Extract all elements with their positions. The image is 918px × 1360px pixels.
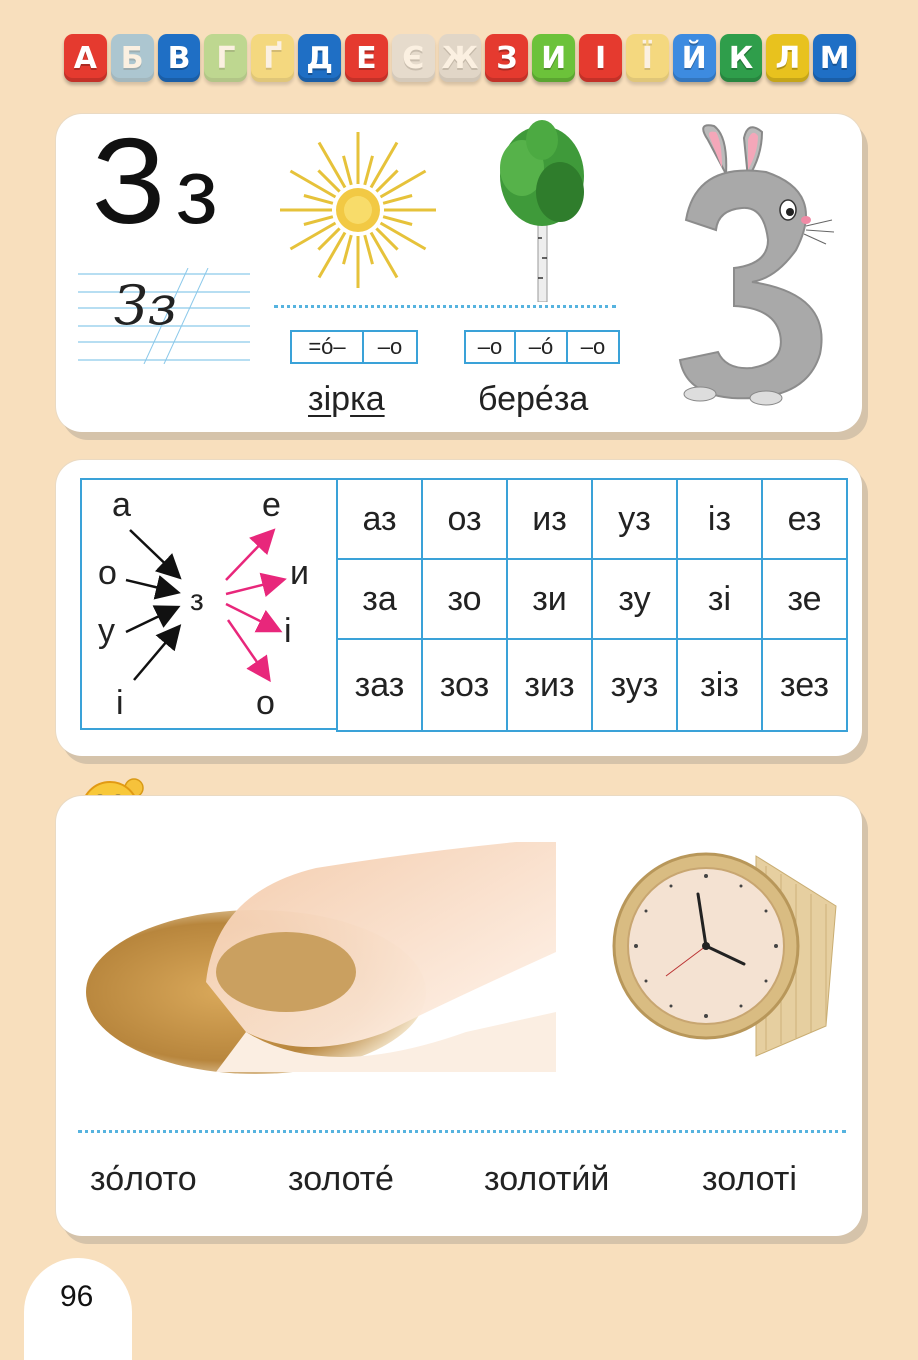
- dotted-line: [274, 305, 616, 308]
- word-zirka: [308, 380, 385, 419]
- alphabet-tile: В: [158, 34, 201, 82]
- page-number: 96: [60, 1280, 94, 1313]
- syllable-cell: зе: [762, 559, 847, 639]
- hands-with-grain-picture: [86, 832, 556, 1082]
- syllable-cell: ез: [762, 479, 847, 559]
- alphabet-tile: А: [64, 34, 107, 82]
- word-scheme-zirka: [290, 330, 418, 364]
- syllable-cell: зу: [592, 559, 677, 639]
- alphabet-tile: Є: [392, 34, 435, 82]
- arrows-from-z: [226, 532, 282, 678]
- vowel-i: і: [284, 612, 292, 650]
- word-syllable: зі: [308, 380, 332, 418]
- vowel-e: е: [262, 486, 281, 524]
- vowel-i: і: [116, 684, 124, 722]
- syllable-cell: зоз: [422, 639, 507, 731]
- syllable-cell: зі: [677, 559, 762, 639]
- syllable-row: [337, 559, 847, 639]
- alphabet-tile: Ж: [439, 34, 482, 82]
- arrows-to-z: [126, 530, 178, 680]
- syllable-row: [337, 639, 847, 731]
- lowercase-letter: з: [175, 141, 218, 243]
- script-letter: Зз: [114, 274, 178, 337]
- syllable-cell: оз: [422, 479, 507, 559]
- sun-picture: [266, 128, 450, 288]
- sun-ray: [319, 142, 345, 187]
- sun-ray: [381, 223, 426, 249]
- sun-ray: [304, 217, 333, 225]
- syllable-cell: зіз: [677, 639, 762, 731]
- alphabet-tile: И: [532, 34, 575, 82]
- letter-intro-card: [56, 114, 862, 432]
- word-syllable: р: [331, 380, 351, 418]
- alphabet-tile: К: [720, 34, 763, 82]
- word-zoloti: золоті: [702, 1160, 797, 1198]
- syllable-row: [337, 479, 847, 559]
- sun-ray: [290, 171, 335, 197]
- syllable-cell: із: [677, 479, 762, 559]
- scheme-syllable: –o: [580, 334, 606, 359]
- syllable-cell: зуз: [592, 639, 677, 731]
- sun-ray: [344, 156, 352, 185]
- word-scheme-bereza: [464, 330, 620, 364]
- alphabet-tile: Е: [345, 34, 388, 82]
- scheme-syllable: =ó–: [292, 332, 364, 362]
- alphabet-tile: І: [579, 34, 622, 82]
- word-zolote: золоте́: [288, 1160, 394, 1198]
- syllable-table: [336, 478, 848, 732]
- syllable-cell: зез: [762, 639, 847, 731]
- syllable-cell: за: [337, 559, 422, 639]
- sun-ray: [365, 235, 373, 264]
- syllable-cell: заз: [337, 639, 422, 731]
- alphabet-tile: Г: [204, 34, 247, 82]
- sun-ray: [290, 223, 335, 249]
- alphabet-tile: Л: [766, 34, 809, 82]
- sun-ray: [383, 196, 412, 204]
- syllable-cell: зо: [422, 559, 507, 639]
- birch-tree-picture: [478, 118, 608, 302]
- scheme-syllable: –o: [466, 332, 516, 362]
- dotted-line: [78, 1130, 846, 1133]
- sun-ray: [381, 171, 426, 197]
- vowel-o: о: [98, 554, 117, 592]
- sun-ray: [344, 235, 352, 264]
- alphabet-tile: Б: [111, 34, 154, 82]
- alphabet-tile: Д: [298, 34, 341, 82]
- sun-ray: [365, 156, 373, 185]
- big-letter-display: [92, 113, 218, 249]
- alphabet-strip: [64, 34, 856, 86]
- capital-letter: З: [92, 113, 166, 249]
- syllable-cell: зиз: [507, 639, 592, 731]
- gold-watch-picture: [606, 826, 846, 1086]
- alphabet-tile: Ґ: [251, 34, 294, 82]
- syllable-cell: из: [507, 479, 592, 559]
- sun-ray: [304, 196, 333, 204]
- rabbit-letter-z-picture: [656, 122, 840, 412]
- syllable-cell: уз: [592, 479, 677, 559]
- sun-ray: [371, 142, 397, 187]
- word-bereza: бере́за: [478, 380, 589, 418]
- sun-ray: [383, 217, 412, 225]
- syllable-cell: зи: [507, 559, 592, 639]
- sun-ray: [371, 233, 397, 278]
- vowel-y: и: [290, 554, 309, 592]
- syllable-cell: аз: [337, 479, 422, 559]
- scheme-syllable: –o: [377, 334, 403, 359]
- alphabet-tile: З: [485, 34, 528, 82]
- sun-ray: [319, 233, 345, 278]
- alphabet-tile: М: [813, 34, 856, 82]
- syllable-arrow-diagram: [80, 478, 336, 730]
- syllable-card: [56, 460, 862, 756]
- word-zolotyi: золоти́й: [484, 1160, 610, 1198]
- alphabet-tile: Ї: [626, 34, 669, 82]
- alphabet-tile: Й: [673, 34, 716, 82]
- word-syllable: ка: [350, 380, 385, 418]
- center-letter-z: з: [190, 584, 204, 617]
- word-zoloto: зо́лото: [90, 1160, 197, 1198]
- vowel-a: а: [112, 486, 131, 524]
- gold-words-card: [56, 796, 862, 1236]
- vowel-o: о: [256, 684, 275, 722]
- vowel-u: у: [98, 612, 115, 650]
- scheme-syllable: –ó: [516, 332, 568, 362]
